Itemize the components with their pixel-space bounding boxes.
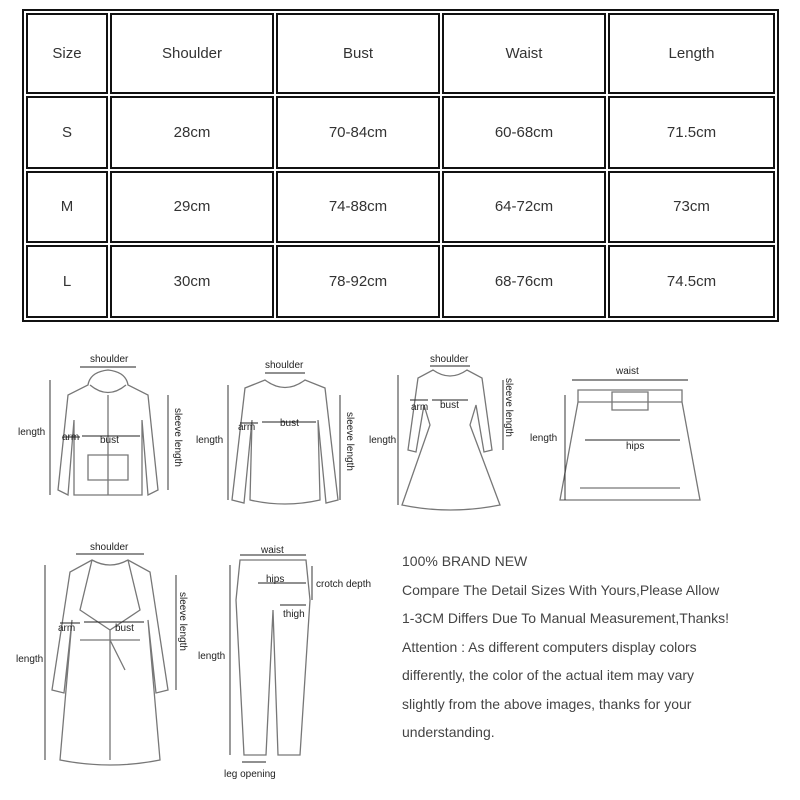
table-row	[26, 96, 775, 169]
cell: 30cm	[110, 245, 274, 318]
table-row	[26, 171, 775, 244]
cell: 73cm	[608, 171, 775, 244]
label-waist: waist	[261, 545, 284, 556]
label-arm: arm	[238, 422, 256, 433]
label-thigh: thigh	[283, 609, 305, 620]
label-length: length	[369, 435, 397, 446]
label-arm: arm	[411, 402, 429, 413]
cell: 28cm	[110, 96, 274, 169]
label-bust: bust	[100, 435, 119, 446]
dress-diagram	[369, 354, 514, 510]
label-length: length	[198, 651, 226, 662]
cell: 71.5cm	[608, 96, 775, 169]
pants-diagram	[198, 545, 371, 780]
label-sleeve-length: sleeve length	[503, 378, 514, 437]
jacket-diagram	[18, 354, 183, 495]
note-line: Attention : As different computers display colors	[402, 638, 697, 655]
header-cell: Size	[26, 13, 108, 94]
label-bust: bust	[280, 418, 299, 429]
cell: 70-84cm	[276, 96, 440, 169]
table-row	[26, 245, 775, 318]
header-cell: Bust	[276, 13, 440, 94]
label-length: length	[530, 433, 558, 444]
note-line: 100% BRAND NEW	[402, 553, 528, 569]
sweater-diagram	[196, 360, 355, 504]
label-arm: arm	[62, 432, 80, 443]
size-chart-table	[22, 9, 779, 322]
label-sleeve-length: sleeve length	[172, 408, 183, 467]
label-shoulder: shoulder	[265, 360, 304, 371]
label-shoulder: shoulder	[430, 354, 469, 365]
label-arm: arm	[58, 623, 76, 634]
cell: 68-76cm	[442, 245, 606, 318]
label-length: length	[18, 427, 46, 438]
note-line: differently, the color of the actual item may vary	[402, 667, 695, 683]
label-sleeve-length: sleeve length	[344, 412, 355, 471]
label-shoulder: shoulder	[90, 354, 129, 365]
label-length: length	[16, 654, 44, 665]
label-crotch-depth: crotch depth	[316, 579, 372, 590]
header-cell: Length	[608, 13, 775, 94]
label-leg-opening: leg opening	[224, 769, 276, 780]
label-waist: waist	[616, 366, 639, 377]
label-bust: bust	[115, 623, 134, 634]
header-cell: Shoulder	[110, 13, 274, 94]
cell: L	[26, 245, 108, 318]
label-hips: hips	[266, 574, 285, 585]
label-sleeve-length: sleeve length	[177, 592, 188, 651]
cell: 74.5cm	[608, 245, 775, 318]
table-header-row	[26, 13, 775, 94]
cell: M	[26, 171, 108, 244]
cell: S	[26, 96, 108, 169]
skirt-diagram	[530, 366, 700, 500]
note-line: understanding.	[402, 724, 495, 740]
cell: 60-68cm	[442, 96, 606, 169]
note-line: 1-3CM Differs Due To Manual Measurement,Thanks!	[402, 610, 730, 626]
cell: 64-72cm	[442, 171, 606, 244]
header-cell: Waist	[442, 13, 606, 94]
note-line: Compare The Detail Sizes With Yours,Please Allow	[402, 581, 720, 598]
product-notes	[402, 547, 797, 747]
coat-diagram	[16, 542, 188, 765]
label-bust: bust	[440, 400, 459, 411]
cell: 78-92cm	[276, 245, 440, 318]
label-shoulder: shoulder	[90, 542, 129, 553]
label-hips: hips	[626, 441, 645, 452]
cell: 74-88cm	[276, 171, 440, 244]
note-line: slightly from the above images, thanks for your	[402, 695, 692, 712]
label-length: length	[196, 435, 224, 446]
cell: 29cm	[110, 171, 274, 244]
